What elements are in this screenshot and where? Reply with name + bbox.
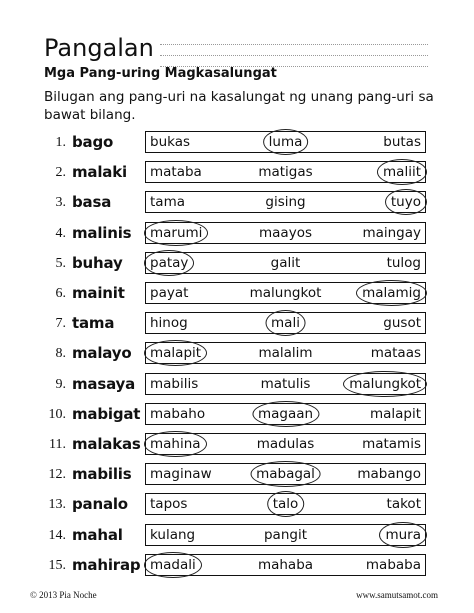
choice-option-circled[interactable]: malapit [150, 345, 202, 362]
choice-option[interactable]: mabaho [150, 405, 206, 422]
choice-option[interactable]: maginaw [150, 466, 212, 483]
prompt-word: mainit [72, 284, 125, 302]
item-number: 7. [55, 316, 66, 332]
exercise-row [0, 282, 474, 306]
prompt-word: mahirap [72, 555, 141, 574]
instructions: Bilugan ang pang-uri na kasalungat ng unang pang-uri sa bawat bilang. [44, 89, 434, 123]
choices-box [145, 191, 426, 213]
prompt-word: panalo [72, 495, 128, 514]
choice-option-circled[interactable]: mabagal [256, 466, 315, 483]
choice-option[interactable]: takot [386, 496, 421, 513]
prompt-word: malakas [72, 435, 141, 453]
choices-box [145, 161, 426, 183]
write-line [160, 45, 428, 56]
choices-box [145, 342, 426, 364]
item-number: 11. [49, 437, 66, 452]
choice-option[interactable]: maingay [362, 224, 421, 241]
choice-option-circled[interactable]: patay [150, 254, 189, 271]
choices-box [145, 403, 426, 425]
choice-option-circled[interactable]: maliit [383, 164, 421, 181]
exercise-row [0, 493, 474, 517]
prompt-word: malaki [72, 163, 127, 182]
choice-option[interactable]: madulas [256, 436, 315, 452]
exercise-row [0, 161, 474, 185]
choice-option-circled[interactable]: mura [385, 526, 421, 543]
choices-box [145, 282, 426, 304]
item-number: 2. [55, 165, 66, 181]
choice-option[interactable]: galit [270, 254, 301, 271]
item-number: 5. [55, 255, 66, 271]
exercise-row [0, 222, 474, 246]
choices-box [145, 463, 426, 485]
choices-box [145, 433, 426, 455]
choice-option[interactable]: mababa [365, 556, 421, 573]
prompt-word: mabigat [72, 404, 141, 423]
choice-option[interactable]: pangit [263, 526, 308, 543]
prompt-word: mabilis [72, 465, 132, 484]
prompt-word: buhay [72, 253, 123, 272]
item-number: 1. [55, 135, 66, 150]
item-number: 13. [48, 497, 66, 513]
choice-option-circled[interactable]: mahina [150, 436, 201, 452]
choices-box [145, 131, 426, 153]
exercise-row [0, 312, 474, 336]
item-number: 10. [48, 406, 66, 422]
prompt-word: malayo [72, 344, 132, 363]
choices-box [145, 312, 426, 334]
choice-option[interactable]: payat [150, 285, 189, 301]
exercise-row [0, 524, 474, 548]
item-number: 15. [48, 557, 66, 573]
choice-option[interactable]: tapos [150, 496, 188, 513]
choice-option-circled[interactable]: malungkot [349, 375, 421, 392]
choice-option-circled[interactable]: marumi [150, 224, 203, 241]
choices-box [145, 493, 426, 515]
exercise-row [0, 191, 474, 215]
choice-option[interactable]: matulis [260, 375, 311, 392]
choices-box [145, 524, 426, 546]
worksheet-title: Mga Pang-uring Magkasalungat [44, 66, 277, 81]
choice-option-circled[interactable]: tuyo [390, 194, 421, 211]
choice-option-circled[interactable]: talo [272, 496, 299, 513]
choice-option-circled[interactable]: magaan [257, 405, 314, 422]
exercise-row [0, 554, 474, 578]
item-number: 3. [55, 195, 66, 211]
choice-option[interactable]: kulang [150, 526, 196, 543]
choices-box [145, 554, 426, 576]
choice-option[interactable]: butas [383, 134, 421, 150]
prompt-word: bago [72, 133, 114, 151]
choice-option[interactable]: mabango [357, 466, 421, 483]
choice-option[interactable]: mataba [150, 164, 202, 181]
choice-option[interactable]: matigas [258, 164, 313, 181]
prompt-word: masaya [72, 374, 136, 393]
item-number: 4. [55, 225, 66, 241]
footer-copyright: © 2013 Pia Noche [30, 590, 97, 600]
exercise-row [0, 342, 474, 366]
choice-option[interactable]: gising [265, 194, 306, 211]
choice-option[interactable]: tulog [386, 254, 421, 271]
choices-box [145, 373, 426, 395]
choice-option[interactable]: bukas [150, 134, 191, 150]
name-write-lines[interactable] [160, 34, 428, 67]
item-number: 9. [55, 376, 66, 392]
item-number: 8. [55, 346, 66, 362]
exercise-row [0, 373, 474, 397]
write-line [160, 34, 428, 45]
choice-option[interactable]: mahaba [257, 556, 314, 573]
choice-option[interactable]: matamis [362, 436, 421, 452]
choice-option[interactable]: malungkot [249, 285, 322, 301]
choice-option-circled[interactable]: luma [268, 134, 303, 150]
choices-box [145, 222, 426, 244]
item-number: 6. [55, 286, 66, 301]
choice-option[interactable]: malalim [258, 345, 313, 362]
choice-option-circled[interactable]: malamig [362, 285, 421, 301]
exercise-row [0, 131, 474, 155]
exercise-row [0, 403, 474, 427]
prompt-word: basa [72, 193, 112, 212]
exercise-row [0, 252, 474, 276]
prompt-word: mahal [72, 525, 123, 544]
choice-option[interactable]: mabilis [150, 375, 199, 392]
prompt-word: tama [72, 314, 115, 333]
choice-option[interactable]: hinog [150, 315, 188, 332]
choice-option[interactable]: maayos [259, 224, 312, 241]
choice-option[interactable]: mataas [370, 345, 421, 362]
footer-website: www.samutsamot.com [356, 590, 438, 600]
choice-option-circled[interactable]: mali [271, 315, 300, 332]
choice-option[interactable]: malapit [369, 405, 421, 422]
choice-option[interactable]: gusot [383, 315, 421, 332]
prompt-word: malinis [72, 223, 132, 242]
choice-option-circled[interactable]: madali [150, 556, 196, 573]
name-label: Pangalan [44, 34, 154, 62]
exercise-row [0, 463, 474, 487]
item-number: 14. [48, 527, 66, 543]
choice-option[interactable]: tama [150, 194, 185, 211]
exercise-row [0, 433, 474, 457]
item-number: 12. [48, 467, 66, 483]
choices-box [145, 252, 426, 274]
